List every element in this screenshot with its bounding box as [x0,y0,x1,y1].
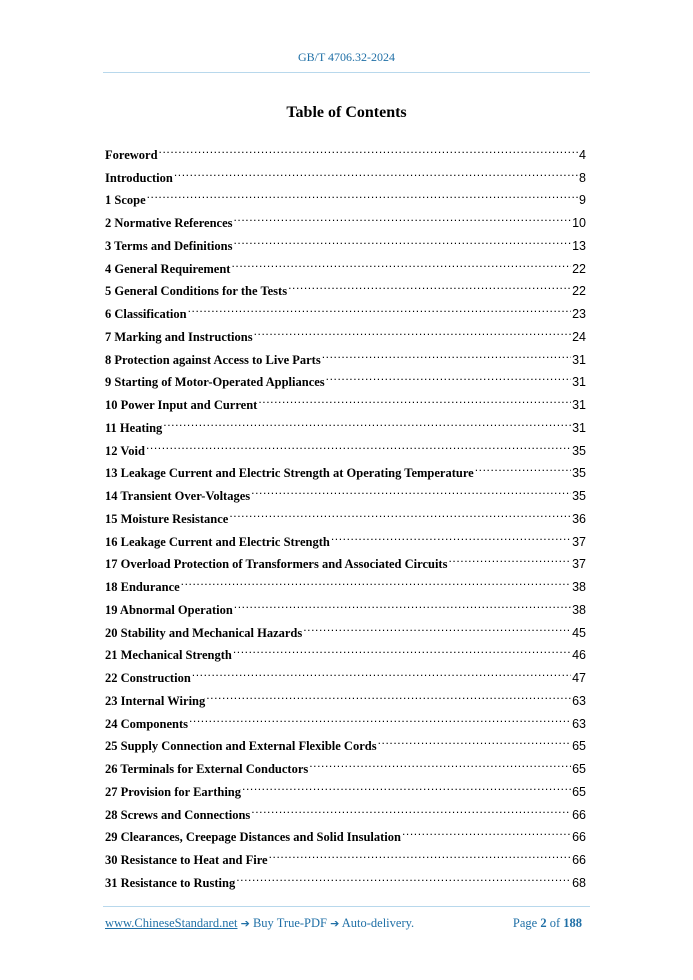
toc-dot-leader [229,500,571,523]
toc-entry-label: 12 Void [105,443,145,458]
toc-dot-leader [303,614,571,637]
toc-dot-leader [163,409,571,432]
toc-dot-leader [251,477,571,500]
toc-entry-page: 10 [572,216,586,230]
toc-entry-page: 38 [572,580,586,594]
toc-entry[interactable] [105,455,586,481]
toc-entry-label: 23 Internal Wiring [105,693,206,708]
arrow-right-icon: ➔ [330,917,340,930]
toc-entry-page: 35 [572,489,586,503]
toc-entry[interactable] [105,182,586,208]
of-word: of [549,916,561,930]
toc-entry-label: 26 Terminals for External Conductors [105,762,309,776]
toc-entry-label: 5 General Conditions for the Tests [105,284,288,299]
toc-entry-page: 31 [572,398,586,412]
toc-entry-page: 47 [572,671,586,685]
toc-dot-leader [402,819,571,842]
toc-entry-label: 24 Components [105,716,188,731]
toc-dot-leader [188,295,571,318]
toc-entry-page: 65 [572,762,586,776]
toc-entry-page: 22 [572,261,586,276]
toc-entry-page: 24 [572,329,586,344]
toc-dot-leader [251,796,571,819]
toc-entry-page: 9 [579,193,586,208]
toc-dot-leader [331,523,571,546]
toc-entry-label: 25 Supply Connection and External Flexible Cords [105,739,377,754]
toc-entry-label: 2 Normative References [105,216,233,230]
toc-entry-page: 66 [572,807,586,822]
toc-entry-page: 13 [572,238,586,253]
toc-entry[interactable] [105,159,586,185]
toc-entry[interactable] [105,432,586,458]
site-link[interactable]: www.ChineseStandard.net [105,916,238,930]
toc-entry-page: 63 [572,693,586,708]
toc-dot-leader [231,250,571,273]
toc-entry-label: 15 Moisture Resistance [105,511,229,526]
toc-dot-leader [288,273,571,296]
current-page-number: 2 [540,916,547,930]
document-header: GB/T 4706.32-2024 [297,50,396,64]
toc-dot-leader [174,159,578,182]
toc-entry-page: 68 [572,875,586,890]
toc-entry-page: 65 [572,784,586,799]
toc-entry[interactable] [105,204,586,230]
toc-entry-page: 63 [572,716,586,731]
toc-dot-leader [242,773,571,796]
toc-dot-leader [448,546,571,569]
page-word: Page [512,916,538,930]
arrow-right-icon: ➔ [240,917,250,930]
toc-dot-leader [146,432,571,455]
toc-entry-label: 30 Resistance to Heat and Fire [105,853,268,867]
toc-entry[interactable] [105,409,586,435]
toc-entry-page: 35 [572,443,586,458]
toc-entry-label: 6 Classification [105,307,187,321]
toc-dot-leader [326,364,571,387]
toc-entry-label: 3 Terms and Definitions [105,238,233,253]
toc-entry-label: 20 Stability and Mechanical Hazards [105,625,303,640]
toc-entry[interactable] [105,136,586,162]
header-divider [103,72,590,73]
toc-entry-label: 8 Protection against Access to Live Parts [105,352,321,367]
toc-list [105,136,586,890]
toc-entry-page: 22 [572,284,586,299]
toc-entry-label: 11 Heating [105,420,163,435]
toc-entry-page: 31 [572,420,586,435]
toc-entry-page: 66 [572,830,586,845]
toc-entry-label: 16 Leakage Current and Electric Strength [105,534,330,549]
toc-entry-label: 14 Transient Over-Voltages [105,489,251,503]
toc-entry-label: 7 Marking and Instructions [105,329,253,344]
toc-entry-page: 66 [572,853,586,867]
toc-entry-page: 4 [579,147,586,162]
toc-entry-label: 21 Mechanical Strength [105,648,232,663]
toc-dot-leader [254,318,571,341]
toc-entry-label: 28 Screws and Connections [105,807,251,822]
toc-dot-leader [234,591,571,614]
toc-entry-page: 65 [572,739,586,754]
toc-entry-label: 22 Construction [105,671,191,685]
toc-dot-leader [309,750,571,773]
toc-dot-leader [147,182,578,205]
toc-entry-label: 18 Endurance [105,580,180,594]
toc-entry-label: 4 General Requirement [105,261,231,276]
footer-promo [105,916,414,931]
toc-entry-label: 31 Resistance to Rusting [105,875,236,890]
toc-entry-page: 23 [572,307,586,321]
toc-entry-label: 17 Overload Protection of Transformers and Associated Circuits [105,557,448,572]
toc-entry-label: 27 Provision for Earthing [105,784,242,799]
toc-dot-leader [322,341,571,364]
toc-dot-leader [189,705,571,728]
toc-dot-leader [269,841,572,864]
toc-entry-page: 31 [572,352,586,367]
toc-dot-leader [233,227,571,250]
toc-entry-label: 19 Abnormal Operation [105,602,233,617]
toc-entry-label: 29 Clearances, Creepage Distances and Solid Insulation [105,830,401,845]
toc-entry-page: 45 [572,625,586,640]
toc-entry-label: 13 Leakage Current and Electric Strength at Operating Temperature [105,466,474,481]
toc-entry-label: Introduction [105,170,173,185]
toc-dot-leader [181,568,571,591]
toc-entry-label: Foreword [105,147,158,162]
page-indicator [513,916,582,931]
toc-entry-label: 10 Power Input and Current [105,398,258,412]
toc-dot-leader [206,682,571,705]
toc-dot-leader [234,204,572,227]
toc-entry-label: 1 Scope [105,193,146,208]
toc-entry-page: 37 [572,534,586,549]
toc-title: Table of Contents [286,104,407,121]
toc-dot-leader [378,728,572,751]
toc-entry-page: 46 [572,648,586,663]
toc-entry-page: 37 [572,557,586,572]
toc-entry-page: 8 [579,170,586,185]
toc-entry-page: 38 [572,602,586,617]
toc-dot-leader [192,659,571,682]
toc-dot-leader [236,864,571,887]
toc-dot-leader [258,386,571,409]
toc-entry-page: 31 [572,375,586,390]
toc-entry-page: 35 [572,466,586,481]
buy-pdf-text: Buy True-PDF [252,916,327,930]
toc-dot-leader [159,136,579,159]
toc-dot-leader [233,637,571,660]
toc-dot-leader [475,455,571,478]
auto-delivery-text: Auto-delivery. [341,916,415,930]
total-page-count: 188 [563,916,582,930]
footer-divider [103,906,590,907]
toc-entry-label: 9 Starting of Motor-Operated Appliances [105,375,325,390]
toc-entry-page: 36 [572,511,586,526]
